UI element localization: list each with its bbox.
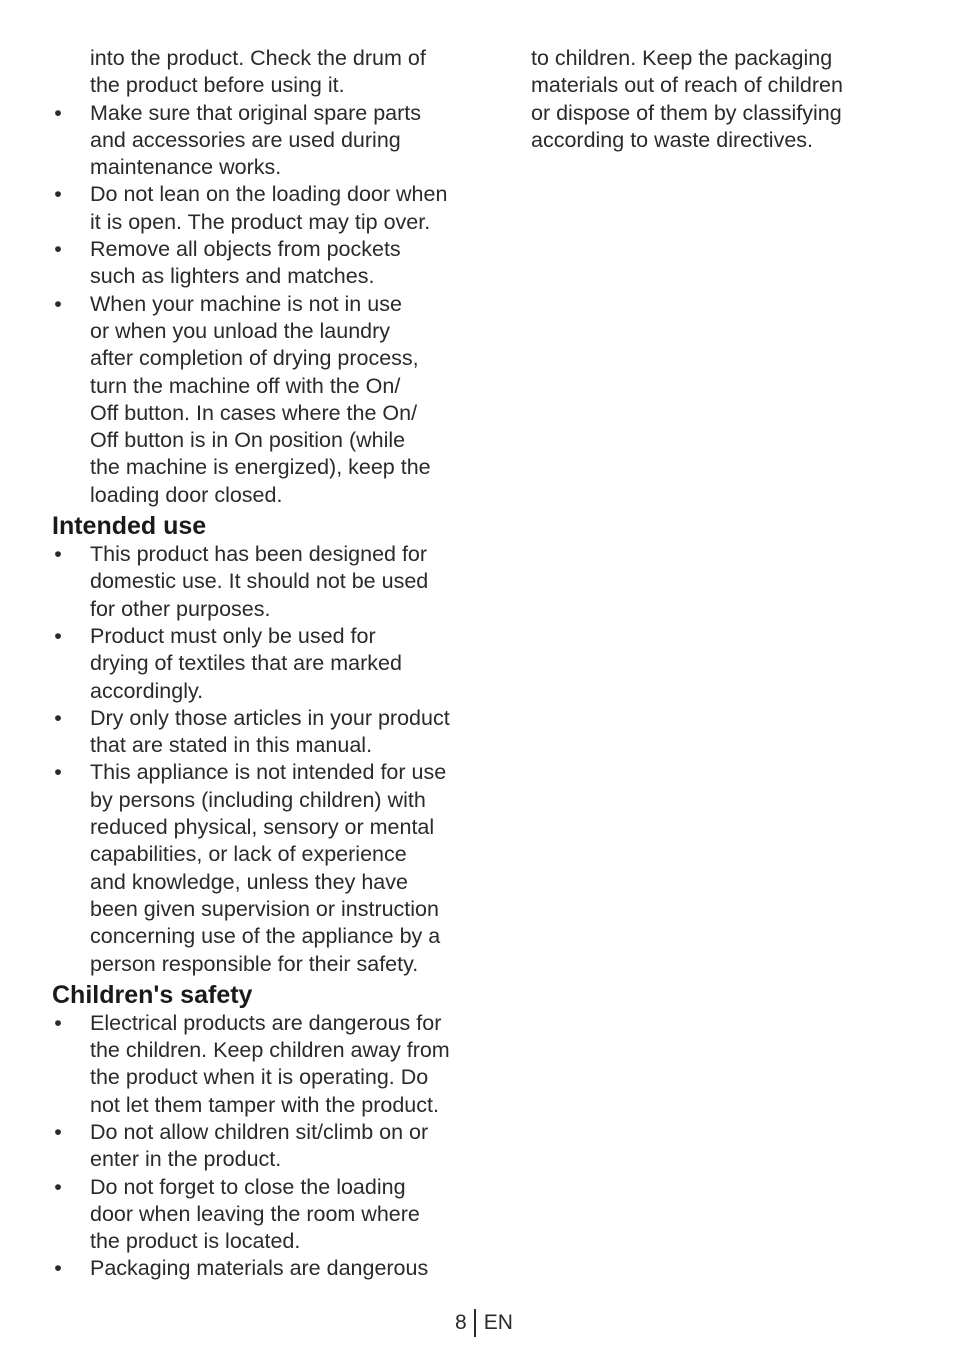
bullet-text: [90, 182, 447, 233]
bullet-item: [52, 236, 464, 291]
bullet-text: [90, 624, 402, 703]
text-line: and knowledge, unless they have: [90, 869, 408, 894]
bullet-list-top: [52, 100, 464, 509]
text-line: drying of textiles that are marked: [90, 651, 402, 676]
text-line: the product when it is operating. Do: [90, 1065, 429, 1090]
language-code: EN: [483, 1311, 513, 1334]
text-line: Make sure that original spare parts: [90, 100, 422, 125]
text-line: by persons (including children) with: [90, 787, 426, 812]
text-line: This appliance is not intended for use: [90, 760, 447, 785]
text-line: person responsible for their safety.: [90, 951, 419, 976]
text-line: capabilities, or lack of experience: [90, 842, 407, 867]
footer-divider: [474, 1309, 476, 1337]
text-line: materials out of reach of children: [531, 73, 843, 98]
text-line: concerning use of the appliance by a: [90, 924, 441, 949]
bullet-text: [90, 760, 446, 975]
text-line: loading door closed.: [90, 482, 283, 507]
text-line: When your machine is not in use: [90, 291, 402, 316]
bullet-icon: •: [54, 100, 62, 125]
bullet-icon: •: [54, 182, 62, 207]
bullet-text: [90, 542, 428, 621]
bullet-text: [90, 1256, 428, 1280]
bullet-list-childrens-safety: [52, 1010, 464, 1283]
heading-childrens-safety: Children's safety: [52, 980, 253, 1009]
intro-continuation: [52, 45, 464, 100]
bullet-icon: •: [54, 760, 62, 785]
text-line: This product has been designed for: [90, 542, 428, 567]
text-line: Electrical products are dangerous for: [90, 1010, 442, 1035]
text-line: not let them tamper with the product.: [90, 1092, 439, 1117]
text-line: or when you unload the laundry: [90, 318, 391, 343]
bullet-item: [52, 181, 464, 236]
text-line: the product before using it.: [90, 73, 345, 98]
bullet-item: [52, 1010, 464, 1119]
text-line: or dispose of them by classifying: [531, 100, 842, 125]
text-line: accordingly.: [90, 678, 204, 703]
bullet-text: [90, 1175, 420, 1254]
text-line: domestic use. It should not be used: [90, 569, 429, 594]
text-line: Product must only be used for: [90, 623, 376, 648]
bullet-icon: •: [54, 623, 62, 648]
page-footer: [455, 1309, 513, 1337]
text-line: reduced physical, sensory or mental: [90, 815, 435, 840]
text-line: and accessories are used during: [90, 127, 401, 152]
text-line: such as lighters and matches.: [90, 264, 375, 289]
text-line: after completion of drying process,: [90, 346, 419, 371]
bullet-item: [52, 705, 464, 760]
bullet-text: [90, 237, 401, 288]
text-line: Off button is in On position (while: [90, 428, 406, 453]
bullet-icon: •: [54, 237, 62, 262]
bullet-text: [90, 1011, 450, 1117]
text-line: Do not lean on the loading door when: [90, 182, 448, 207]
text-line: Do not allow children sit/climb on or: [90, 1119, 429, 1144]
bullet-item: [52, 1174, 464, 1256]
page-number: 8: [455, 1311, 467, 1334]
bullet-icon: •: [54, 542, 62, 567]
text-line: it is open. The product may tip over.: [90, 209, 431, 234]
bullet-icon: •: [54, 1256, 62, 1281]
text-line: into the product. Check the drum of: [90, 46, 426, 70]
text-line: been given supervision or instruction: [90, 896, 439, 921]
bullet-icon: •: [54, 1174, 62, 1199]
text-line: Remove all objects from pockets: [90, 237, 401, 262]
bullet-text: [90, 292, 431, 507]
bullet-item: [52, 541, 464, 623]
bullet-icon: •: [54, 291, 62, 316]
left-column: [52, 45, 464, 1283]
heading-intended-use: Intended use: [52, 512, 207, 541]
bullet-icon: •: [54, 1010, 62, 1035]
bullet-item: [52, 623, 464, 705]
bullet-text: [90, 706, 450, 757]
bullet-icon: •: [54, 705, 62, 730]
text-line: according to waste directives.: [531, 127, 814, 152]
text-line: for other purposes.: [90, 596, 271, 621]
text-line: Packaging materials are dangerous: [90, 1256, 429, 1281]
bullet-list-intended-use: [52, 541, 464, 978]
text-line: Dry only those articles in your product: [90, 705, 450, 730]
text-line: Do not forget to close the loading: [90, 1174, 406, 1199]
text-line: the machine is energized), keep the: [90, 455, 431, 480]
bullet-item: [52, 759, 464, 977]
text-line: turn the machine off with the On/: [90, 373, 401, 398]
text-line: enter in the product.: [90, 1147, 282, 1172]
text-line: that are stated in this manual.: [90, 733, 373, 758]
text-line: maintenance works.: [90, 155, 282, 180]
text-line: door when leaving the room where: [90, 1201, 420, 1226]
bullet-icon: •: [54, 1119, 62, 1144]
text-line: the product is located.: [90, 1229, 301, 1254]
right-continuation: [531, 45, 861, 154]
bullet-text: [90, 101, 421, 180]
bullet-item: [52, 1119, 464, 1174]
text-line: to children. Keep the packaging: [531, 46, 833, 70]
bullet-item: [52, 291, 464, 509]
right-column: [531, 45, 861, 154]
bullet-item: [52, 100, 464, 182]
text-line: Off button. In cases where the On/: [90, 400, 418, 425]
bullet-item: [52, 1255, 464, 1282]
text-line: the children. Keep children away from: [90, 1038, 450, 1063]
bullet-text: [90, 1120, 428, 1171]
